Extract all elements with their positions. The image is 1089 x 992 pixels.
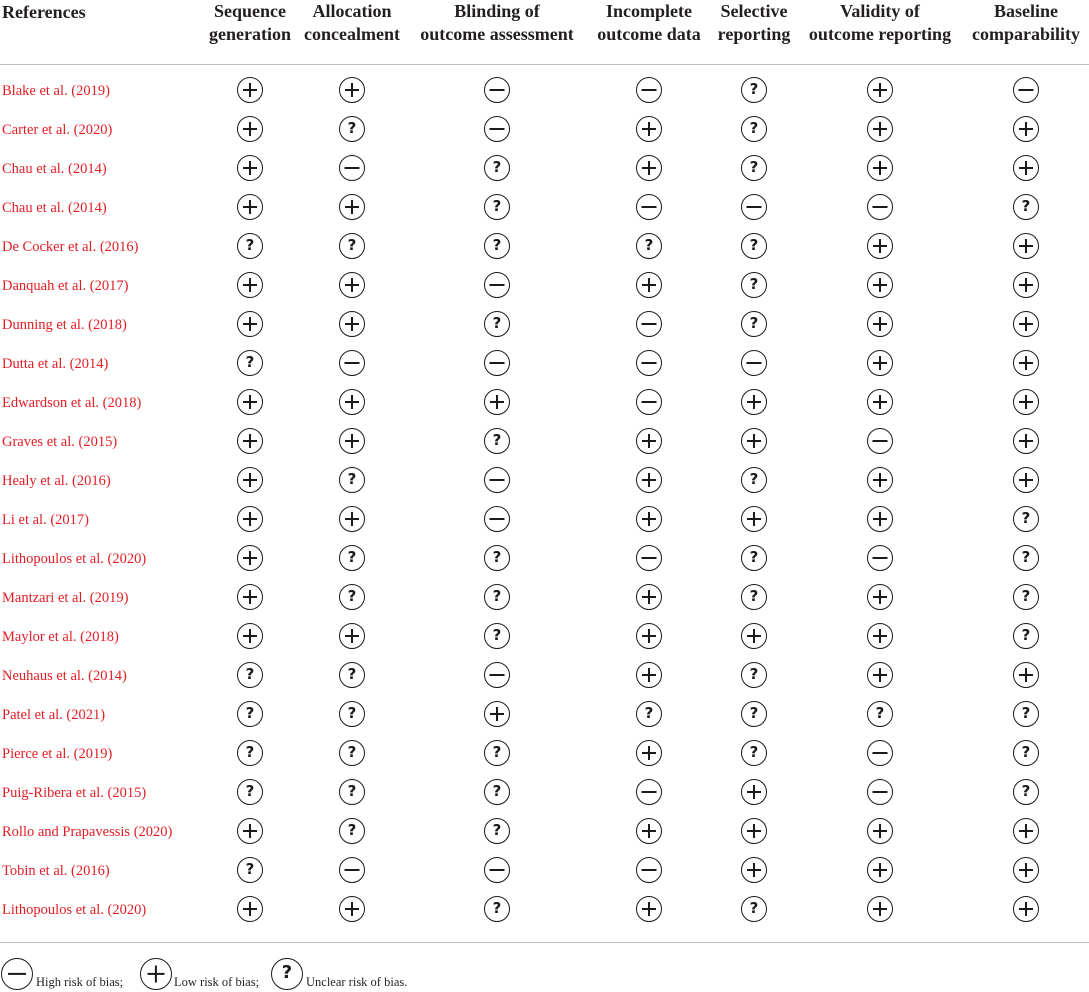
- plus-rating-icon: [636, 818, 662, 844]
- question-rating-icon: [339, 818, 365, 844]
- column-header: [209, 0, 291, 46]
- question-rating-icon: [339, 233, 365, 259]
- minus-rating-icon: [484, 272, 510, 298]
- question-rating-icon: [237, 740, 263, 766]
- plus-rating-icon: [867, 506, 893, 532]
- reference-link[interactable]: Pierce et al. (2019): [2, 746, 113, 762]
- plus-rating-icon: [1013, 662, 1039, 688]
- column-header: [304, 0, 400, 46]
- minus-rating-icon: [484, 77, 510, 103]
- plus-rating-icon: [741, 857, 767, 883]
- plus-rating-icon: [1013, 116, 1039, 142]
- minus-rating-icon: [867, 740, 893, 766]
- plus-rating-icon: [1013, 311, 1039, 337]
- question-rating-icon: [237, 779, 263, 805]
- question-rating-icon: [339, 545, 365, 571]
- plus-rating-icon: [867, 467, 893, 493]
- minus-rating-icon: [1013, 77, 1039, 103]
- question-rating-icon: [741, 233, 767, 259]
- reference-link[interactable]: Lithopoulos et al. (2020): [2, 551, 147, 567]
- plus-rating-icon: [1013, 818, 1039, 844]
- legend-label: Low risk of bias;: [174, 975, 260, 989]
- plus-rating-icon: [867, 818, 893, 844]
- reference-link[interactable]: Blake et al. (2019): [2, 83, 110, 99]
- plus-rating-icon: [237, 194, 263, 220]
- plus-rating-icon: [1013, 428, 1039, 454]
- plus-rating-icon: [237, 467, 263, 493]
- reference-link[interactable]: Rollo and Prapavessis (2020): [2, 824, 173, 840]
- header-rule: [0, 64, 1089, 65]
- question-rating-icon: [636, 233, 662, 259]
- question-rating-icon: [237, 233, 263, 259]
- plus-rating-icon: [237, 545, 263, 571]
- reference-link[interactable]: De Cocker et al. (2016): [2, 239, 139, 255]
- minus-rating-icon: [484, 506, 510, 532]
- question-rating-icon: [741, 740, 767, 766]
- plus-rating-icon: [237, 311, 263, 337]
- minus-rating-icon: [867, 545, 893, 571]
- minus-legend-icon: [1, 958, 33, 990]
- footer-rule: [0, 942, 1089, 943]
- question-rating-icon: [741, 662, 767, 688]
- reference-link[interactable]: Graves et al. (2015): [2, 434, 118, 450]
- question-rating-icon: [484, 233, 510, 259]
- minus-rating-icon: [741, 194, 767, 220]
- plus-rating-icon: [237, 818, 263, 844]
- reference-link[interactable]: Carter et al. (2020): [2, 122, 113, 138]
- column-header-line: reporting: [717, 24, 791, 44]
- question-rating-icon: [741, 77, 767, 103]
- plus-rating-icon: [636, 623, 662, 649]
- column-header-line: outcome assessment: [420, 24, 574, 44]
- question-rating-icon: [1013, 779, 1039, 805]
- column-header: [809, 0, 951, 46]
- minus-rating-icon: [484, 662, 510, 688]
- plus-rating-icon: [636, 272, 662, 298]
- question-rating-icon: [1013, 506, 1039, 532]
- question-rating-icon: [484, 584, 510, 610]
- plus-rating-icon: [867, 77, 893, 103]
- plus-rating-icon: [484, 389, 510, 415]
- plus-rating-icon: [237, 272, 263, 298]
- plus-rating-icon: [636, 506, 662, 532]
- question-rating-icon: [741, 116, 767, 142]
- plus-rating-icon: [741, 779, 767, 805]
- reference-link[interactable]: Neuhaus et al. (2014): [2, 668, 127, 684]
- question-rating-icon: [1013, 545, 1039, 571]
- plus-rating-icon: [339, 272, 365, 298]
- question-rating-icon: [1013, 194, 1039, 220]
- minus-rating-icon: [636, 779, 662, 805]
- column-header-line: Blinding of: [454, 1, 540, 21]
- question-rating-icon: [867, 701, 893, 727]
- column-header: [972, 0, 1080, 46]
- column-header-line: outcome data: [597, 24, 701, 44]
- question-rating-icon: [237, 350, 263, 376]
- reference-link[interactable]: Edwardson et al. (2018): [2, 395, 142, 411]
- question-rating-icon: [484, 311, 510, 337]
- plus-rating-icon: [636, 584, 662, 610]
- plus-rating-icon: [1013, 467, 1039, 493]
- question-rating-icon: [484, 779, 510, 805]
- reference-link[interactable]: Chau et al. (2014): [2, 200, 107, 216]
- plus-rating-icon: [636, 662, 662, 688]
- plus-rating-icon: [237, 896, 263, 922]
- question-rating-icon: [237, 701, 263, 727]
- question-legend-icon: [271, 958, 303, 990]
- minus-rating-icon: [636, 545, 662, 571]
- minus-rating-icon: [636, 311, 662, 337]
- column-header-line: comparability: [972, 24, 1080, 44]
- question-rating-icon: [741, 584, 767, 610]
- question-rating-icon: [741, 701, 767, 727]
- reference-link[interactable]: Chau et al. (2014): [2, 161, 107, 177]
- plus-rating-icon: [867, 662, 893, 688]
- question-rating-icon: [339, 779, 365, 805]
- plus-rating-icon: [636, 740, 662, 766]
- plus-rating-icon: [867, 896, 893, 922]
- column-header: [597, 0, 700, 46]
- minus-rating-icon: [484, 857, 510, 883]
- question-rating-icon: [339, 701, 365, 727]
- question-rating-icon: [484, 428, 510, 454]
- plus-rating-icon: [339, 389, 365, 415]
- minus-rating-icon: [867, 428, 893, 454]
- question-rating-icon: [484, 545, 510, 571]
- plus-rating-icon: [339, 194, 365, 220]
- plus-rating-icon: [237, 506, 263, 532]
- question-rating-icon: [1013, 701, 1039, 727]
- minus-rating-icon: [636, 857, 662, 883]
- reference-link[interactable]: Mantzari et al. (2019): [2, 590, 129, 606]
- plus-rating-icon: [1013, 155, 1039, 181]
- column-header-line: Allocation: [312, 1, 392, 21]
- plus-rating-icon: [339, 77, 365, 103]
- plus-rating-icon: [867, 116, 893, 142]
- question-rating-icon: [484, 896, 510, 922]
- question-rating-icon: [339, 662, 365, 688]
- plus-rating-icon: [237, 623, 263, 649]
- minus-rating-icon: [484, 350, 510, 376]
- column-header-line: Validity of: [840, 1, 920, 21]
- plus-rating-icon: [741, 818, 767, 844]
- plus-rating-icon: [237, 77, 263, 103]
- question-rating-icon: [741, 545, 767, 571]
- reference-link[interactable]: Maylor et al. (2018): [2, 629, 119, 645]
- plus-rating-icon: [237, 116, 263, 142]
- reference-link[interactable]: Puig-Ribera et al. (2015): [2, 785, 147, 801]
- minus-rating-icon: [339, 350, 365, 376]
- minus-rating-icon: [741, 350, 767, 376]
- question-rating-icon: [636, 701, 662, 727]
- column-header: [718, 0, 791, 46]
- plus-rating-icon: [636, 467, 662, 493]
- plus-rating-icon: [636, 428, 662, 454]
- plus-rating-icon: [867, 623, 893, 649]
- minus-rating-icon: [484, 116, 510, 142]
- plus-rating-icon: [1013, 857, 1039, 883]
- plus-rating-icon: [339, 896, 365, 922]
- plus-rating-icon: [867, 389, 893, 415]
- plus-rating-icon: [1013, 350, 1039, 376]
- reference-link[interactable]: Lithopoulos et al. (2020): [2, 902, 147, 918]
- reference-link[interactable]: Li et al. (2017): [2, 512, 89, 528]
- reference-link[interactable]: Patel et al. (2021): [2, 707, 106, 723]
- plus-rating-icon: [484, 701, 510, 727]
- legend-label: Unclear risk of bias.: [306, 975, 408, 989]
- question-rating-icon: [1013, 584, 1039, 610]
- reference-link[interactable]: Tobin et al. (2016): [2, 863, 110, 879]
- plus-rating-icon: [636, 896, 662, 922]
- question-rating-icon: [484, 818, 510, 844]
- question-rating-icon: [484, 194, 510, 220]
- question-rating-icon: [741, 311, 767, 337]
- legend: [0, 955, 1089, 992]
- question-rating-icon: [741, 155, 767, 181]
- minus-rating-icon: [867, 194, 893, 220]
- column-header-line: Selective: [720, 1, 788, 21]
- question-rating-icon: [1013, 740, 1039, 766]
- plus-rating-icon: [867, 155, 893, 181]
- plus-rating-icon: [339, 428, 365, 454]
- question-rating-icon: [741, 467, 767, 493]
- minus-rating-icon: [636, 389, 662, 415]
- plus-rating-icon: [636, 116, 662, 142]
- plus-rating-icon: [339, 506, 365, 532]
- plus-rating-icon: [636, 155, 662, 181]
- minus-rating-icon: [339, 857, 365, 883]
- plus-rating-icon: [237, 428, 263, 454]
- column-header-line: Baseline: [993, 1, 1058, 21]
- column-header-line: Sequence: [213, 1, 286, 21]
- question-rating-icon: [237, 857, 263, 883]
- minus-rating-icon: [636, 194, 662, 220]
- plus-rating-icon: [867, 311, 893, 337]
- plus-rating-icon: [1013, 389, 1039, 415]
- column-header: [420, 0, 573, 46]
- plus-rating-icon: [741, 506, 767, 532]
- plus-rating-icon: [237, 584, 263, 610]
- column-header-line: generation: [209, 24, 291, 44]
- plus-rating-icon: [741, 428, 767, 454]
- question-rating-icon: [484, 155, 510, 181]
- question-rating-icon: [484, 623, 510, 649]
- plus-rating-icon: [741, 389, 767, 415]
- question-rating-icon: [741, 272, 767, 298]
- plus-rating-icon: [867, 272, 893, 298]
- plus-rating-icon: [1013, 233, 1039, 259]
- legend-label: High risk of bias;: [36, 975, 124, 989]
- minus-rating-icon: [636, 77, 662, 103]
- plus-legend-icon: [140, 958, 172, 990]
- question-rating-icon: [484, 740, 510, 766]
- plus-rating-icon: [867, 857, 893, 883]
- column-header-line: outcome reporting: [808, 24, 952, 44]
- plus-rating-icon: [237, 389, 263, 415]
- question-rating-icon: [1013, 623, 1039, 649]
- question-rating-icon: [339, 467, 365, 493]
- reference-link[interactable]: Danquah et al. (2017): [2, 278, 129, 294]
- minus-rating-icon: [339, 155, 365, 181]
- plus-rating-icon: [741, 623, 767, 649]
- question-rating-icon: [339, 116, 365, 142]
- question-rating-icon: [741, 896, 767, 922]
- minus-rating-icon: [636, 350, 662, 376]
- column-header-line: Incomplete: [606, 1, 692, 21]
- plus-rating-icon: [339, 623, 365, 649]
- plus-rating-icon: [339, 311, 365, 337]
- question-rating-icon: [237, 662, 263, 688]
- references-header: References: [2, 2, 86, 22]
- reference-link[interactable]: Dutta et al. (2014): [2, 356, 109, 372]
- plus-rating-icon: [867, 233, 893, 259]
- plus-rating-icon: [1013, 896, 1039, 922]
- minus-rating-icon: [484, 467, 510, 493]
- plus-rating-icon: [867, 350, 893, 376]
- plus-rating-icon: [237, 155, 263, 181]
- plus-rating-icon: [867, 584, 893, 610]
- question-rating-icon: [339, 740, 365, 766]
- question-rating-icon: [339, 584, 365, 610]
- reference-link[interactable]: Dunning et al. (2018): [2, 317, 127, 333]
- plus-rating-icon: [1013, 272, 1039, 298]
- minus-rating-icon: [867, 779, 893, 805]
- column-header-line: concealment: [304, 24, 400, 44]
- reference-link[interactable]: Healy et al. (2016): [2, 473, 111, 489]
